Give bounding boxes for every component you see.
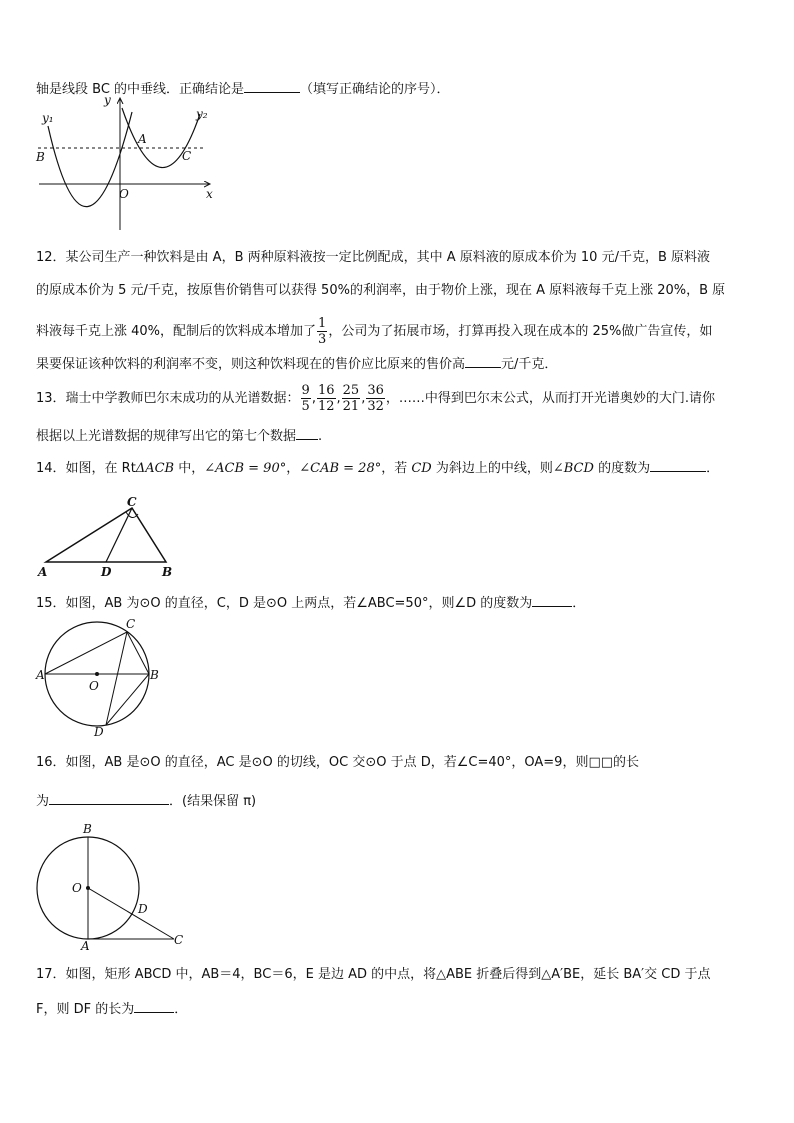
q11-text: 轴是线段 BC 的中垂线．正确结论是 bbox=[36, 82, 245, 97]
label-d: D bbox=[94, 725, 104, 739]
label-c: C bbox=[174, 933, 184, 947]
q14-text-d: ，若 bbox=[381, 461, 412, 476]
center-point bbox=[86, 886, 90, 890]
q12-line4a: 果要保证该种饮料的利润率不变，则这种饮料现在的售价应比原来的售价高 bbox=[36, 357, 466, 372]
q14-text-b: 中， bbox=[174, 461, 205, 476]
q14-text-a: 14．如图，在 Rt bbox=[36, 461, 136, 476]
q17-line2 bbox=[36, 998, 187, 1020]
label-y: y bbox=[104, 93, 111, 107]
q13-frac-3-den: 21 bbox=[342, 399, 360, 414]
q12-line3 bbox=[36, 316, 712, 347]
q14-end: ． bbox=[706, 461, 720, 476]
q14-line bbox=[36, 457, 719, 479]
q14-angle-cab: ∠CAB = 28° bbox=[299, 461, 382, 476]
label-o: O bbox=[89, 679, 99, 693]
q13-line1a: 13．瑞士中学教师巴尔末成功的从光谱数据： bbox=[36, 391, 300, 406]
q12-frac-num: 1 bbox=[318, 316, 327, 331]
q14-angle-acb: ∠ACB = 90° bbox=[204, 461, 287, 476]
q13-frac-4 bbox=[366, 383, 385, 414]
label-o: O bbox=[72, 881, 82, 895]
q13-frac-4-num: 36 bbox=[367, 383, 384, 398]
q15-text: 15．如图，AB 为⊙O 的直径，C，D 是⊙O 上两点，若∠ABC=50°，则∠D 的度数为 bbox=[36, 596, 533, 611]
q14-text-c: ， bbox=[286, 461, 300, 476]
label-a: A bbox=[36, 668, 45, 682]
label-a: A bbox=[38, 565, 48, 579]
q14-text-g: 的度数为 bbox=[593, 461, 651, 476]
label-b: B bbox=[162, 565, 173, 579]
q16-answer-blank[interactable] bbox=[49, 790, 169, 805]
q13-line1b: ，……中得到巴尔末公式，从而打开光谱奥妙的大门.请你 bbox=[385, 391, 716, 406]
q16-arc-symbol: □□ bbox=[588, 755, 614, 770]
label-a: A bbox=[138, 132, 147, 146]
label-c: C bbox=[127, 495, 137, 509]
q13-answer-blank[interactable] bbox=[296, 425, 318, 440]
label-x: x bbox=[206, 187, 213, 201]
label-a: A bbox=[81, 939, 90, 953]
q12-line4b: 元/千克． bbox=[501, 357, 558, 372]
q14-triangle: ΔACB bbox=[135, 461, 175, 476]
q13-frac-1 bbox=[301, 383, 311, 414]
q15-circle-figure bbox=[34, 614, 164, 738]
q12-line4 bbox=[36, 353, 557, 375]
q12-line3b: ，公司为了拓展市场，打算再投入现在成本的 25%做广告宣传，如 bbox=[328, 324, 713, 339]
q16-circle-figure bbox=[34, 818, 194, 952]
chord-bc bbox=[127, 632, 149, 674]
q15-answer-blank[interactable] bbox=[532, 592, 572, 607]
q13-line2-text: 根据以上光谱数据的规律写出它的第七个数据 bbox=[36, 429, 297, 444]
q16-line1 bbox=[36, 753, 639, 773]
q12-line1: 12．某公司生产一种饮料是由 A，B 两种原料液按一定比例配成，其中 A 原料液的原成本价为 10 元/千克，B 原料液 bbox=[36, 250, 711, 265]
label-b: B bbox=[36, 150, 45, 164]
label-d: D bbox=[138, 902, 148, 916]
label-y2: y₂ bbox=[196, 107, 208, 121]
label-y1: y₁ bbox=[42, 111, 54, 125]
q13-line1: 13．瑞士中学教师巴尔末成功的从光谱数据： $\frac{9}{5}$ , $\frac{16}{12}$ , $\frac{25}{21}$ , $\frac{36}{32}$ ，……中得到巴尔末公式，从而打开光谱奥妙的大门.请你 bbox=[36, 383, 716, 414]
q16-line2 bbox=[36, 790, 256, 812]
q14-cd: CD bbox=[411, 461, 432, 476]
q13-frac-2 bbox=[317, 383, 336, 414]
q17-answer-blank[interactable] bbox=[134, 998, 174, 1013]
triangle-acb bbox=[46, 508, 166, 562]
q12-line2: 的原成本价为 5 元/千克，按原售价销售可以获得 50%的利润率，由于物价上涨，现在 A 原料液每千克上涨 20%，B 原 bbox=[36, 283, 726, 298]
label-b: B bbox=[150, 668, 159, 682]
q16-line2a: 为 bbox=[36, 794, 50, 809]
q13-frac-2-den: 12 bbox=[317, 399, 335, 414]
label-d: D bbox=[101, 565, 112, 579]
q15-line bbox=[36, 592, 585, 614]
q11-parabola-figure bbox=[34, 94, 224, 234]
q13-frac-3-num: 25 bbox=[342, 383, 360, 398]
q13-frac-1-num: 9 bbox=[301, 383, 310, 398]
chord-ac bbox=[45, 632, 127, 674]
q16-line2b: ．(结果保留 π) bbox=[169, 794, 257, 809]
q14-angle-bcd: ∠BCD bbox=[552, 461, 594, 476]
line-oc bbox=[88, 888, 174, 939]
center-point bbox=[95, 672, 99, 676]
q17-text: F，则 DF 的长为 bbox=[36, 1002, 135, 1017]
q14-triangle-figure bbox=[36, 496, 186, 580]
q13-frac-1-den: 5 bbox=[301, 399, 310, 414]
q15-end: ． bbox=[572, 596, 586, 611]
q12-answer-blank[interactable] bbox=[465, 353, 501, 368]
q11-tail: （填写正确结论的序号）． bbox=[300, 82, 450, 97]
q17-line1: 17．如图，矩形 ABCD 中，AB＝4，BC＝6，E 是边 AD 的中点，将△ABE 折叠后得到△A′BE，延长 BA′交 CD 于点 bbox=[36, 967, 711, 982]
q12-line3a: 料液每千克上涨 40%，配制后的饮料成本增加了 bbox=[36, 324, 317, 339]
q13-line2 bbox=[36, 425, 322, 447]
label-c: C bbox=[126, 617, 136, 631]
label-c: C bbox=[182, 149, 192, 163]
q17-end: ． bbox=[174, 1002, 188, 1017]
q12-fraction bbox=[317, 316, 327, 347]
q13-frac-3 bbox=[342, 383, 361, 414]
q13-frac-4-den: 32 bbox=[367, 399, 384, 414]
chord-cd bbox=[106, 632, 127, 725]
q11-answer-blank[interactable] bbox=[244, 78, 300, 93]
q12-frac-den: 3 bbox=[318, 332, 327, 347]
q14-text-f: 为斜边上的中线，则 bbox=[431, 461, 553, 476]
label-b: B bbox=[83, 822, 92, 836]
q13-frac-2-num: 16 bbox=[317, 383, 335, 398]
q13-line2-end: . bbox=[318, 429, 323, 444]
q14-answer-blank[interactable] bbox=[650, 457, 706, 472]
q16-text: 16．如图，AB 是⊙O 的直径，AC 是⊙O 的切线，OC 交⊙O 于点 D，若∠C=40°，OA=9，则 bbox=[36, 755, 589, 770]
label-o: O bbox=[119, 187, 129, 201]
q16-line1-end: 的长 bbox=[613, 755, 640, 770]
